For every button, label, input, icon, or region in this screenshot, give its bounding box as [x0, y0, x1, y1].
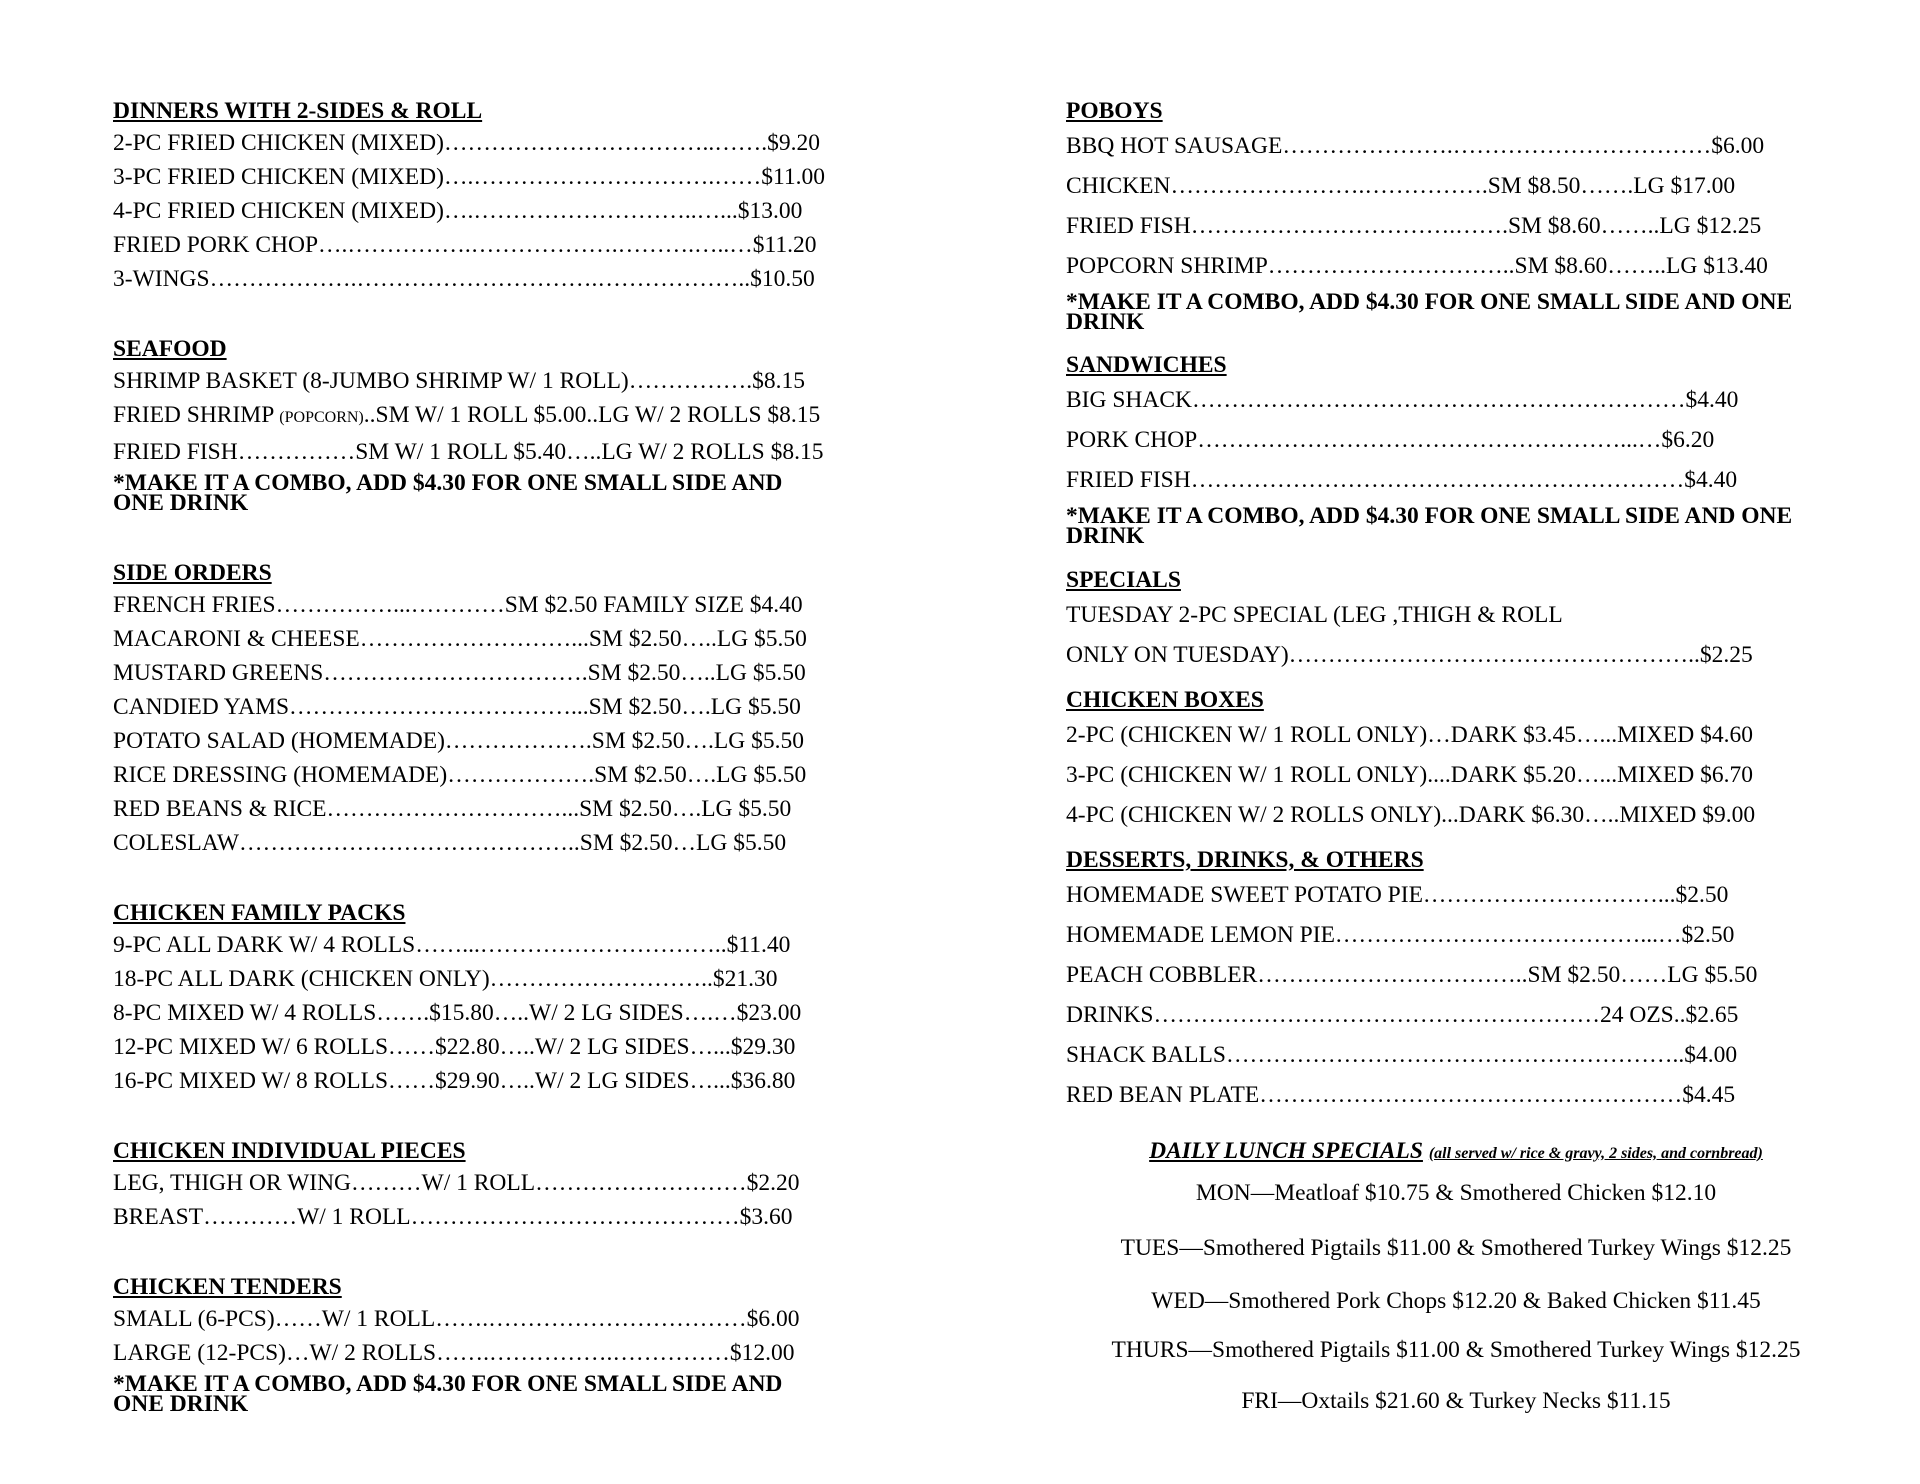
menu-line: HOMEMADE SWEET POTATO PIE…………………………...$2.50: [1066, 882, 1729, 908]
menu-line: SHRIMP BASKET (8-JUMBO SHRIMP W/ 1 ROLL)…………….$8.15: [113, 368, 806, 394]
poboys-section: [1066, 96, 1846, 335]
daily-lunch-specials: [1066, 1136, 1846, 1416]
section-header: SANDWICHES: [1066, 352, 1227, 378]
menu-line: PORK CHOP………………………………………………...…$6.20: [1066, 427, 1715, 453]
lunch-title: [1066, 1136, 1846, 1169]
menu-line: PEACH COBBLER……………………………..SM $2.50……LG $5.50: [1066, 962, 1758, 988]
sandwiches-section: [1066, 350, 1846, 549]
menu-line: 2-PC (CHICKEN W/ 1 ROLL ONLY)…DARK $3.45…...MIXED $4.60: [1066, 722, 1753, 748]
menu-line: FRIED PORK CHOP….…………….……………….……….…..…$11.20: [113, 232, 817, 258]
section-header: CHICKEN TENDERS: [113, 1274, 342, 1300]
menu-line: 8-PC MIXED W/ 4 ROLLS…….$15.80…..W/ 2 LG SIDES….…$23.00: [113, 1000, 802, 1026]
individual-pieces-section: [113, 1136, 799, 1234]
lunch-day-wed: WED—Smothered Pork Chops $12.20 & Baked Chicken $11.45: [1151, 1288, 1761, 1314]
menu-line: CHICKEN…………………….…………….SM $8.50…….LG $17.00: [1066, 173, 1736, 199]
section-header: SPECIALS: [1066, 567, 1181, 593]
menu-line: 9-PC ALL DARK W/ 4 ROLLS……...…………………………..$11.40: [113, 932, 791, 958]
combo-note: *MAKE IT A COMBO, ADD $4.30 FOR ONE SMALL SIDE AND ONE DRINK: [1066, 503, 1793, 549]
menu-line: FRIED FISH…………………………….…….SM $8.60……..LG $12.25: [1066, 213, 1762, 239]
menu-line: FRIED FISH……………SM W/ 1 ROLL $5.40…..LG W/ 2 ROLLS $8.15: [113, 439, 824, 465]
side-orders-section: [113, 558, 807, 860]
menu-line: 4-PC FRIED CHICKEN (MIXED)….………………………..…...$13.00: [113, 198, 803, 224]
menu-line: FRENCH FRIES……………...…………SM $2.50 FAMILY SIZE $4.40: [113, 592, 803, 618]
menu-line: 12-PC MIXED W/ 6 ROLLS……$22.80…..W/ 2 LG SIDES…...$29.30: [113, 1034, 796, 1060]
menu-line: HOMEMADE LEMON PIE…………………………………...…$2.50: [1066, 922, 1735, 948]
tenders-section: [113, 1272, 833, 1417]
menu-line: CANDIED YAMS………………………………...SM $2.50….LG $5.50: [113, 694, 801, 720]
section-header: SEAFOOD: [113, 336, 227, 362]
menu-line: COLESLAW……………………………………..SM $2.50…LG $5.50: [113, 830, 787, 856]
menu-line: 3-WINGS……………….………………………….………………..$10.50: [113, 266, 815, 292]
seafood-section: [113, 334, 833, 516]
lunch-heading: DAILY LUNCH SPECIALS: [1149, 1138, 1423, 1164]
dinners-section: [113, 96, 825, 296]
lunch-day-thu: THURS—Smothered Pigtails $11.00 & Smothered Turkey Wings $12.25: [1111, 1337, 1801, 1363]
lunch-day-tue: TUES—Smothered Pigtails $11.00 & Smothered Turkey Wings $12.25: [1120, 1235, 1792, 1261]
menu-line: 2-PC FRIED CHICKEN (MIXED)……………………………..…….$9.20: [113, 130, 820, 156]
section-header: SIDE ORDERS: [113, 560, 272, 586]
menu-line: SHACK BALLS…………………………………………………..$4.00: [1066, 1042, 1738, 1068]
menu-line: LARGE (12-PCS)…W/ 2 ROLLS…….…………….……………$12.00: [113, 1340, 795, 1366]
menu-line: BBQ HOT SAUSAGE………………….……………………………$6.00: [1066, 133, 1765, 159]
section-header: DESSERTS, DRINKS, & OTHERS: [1066, 847, 1424, 873]
chicken-boxes-section: [1066, 685, 1755, 835]
lunch-subtitle: (all served w/ rice & gravy, 2 sides, and cornbread): [1428, 1145, 1763, 1162]
menu-line: 3-PC (CHICKEN W/ 1 ROLL ONLY)....DARK $5.20…...MIXED $6.70: [1066, 762, 1753, 788]
menu-line: FRIED FISH………………………………………………………$4.40: [1066, 467, 1738, 493]
menu-line: LEG, THIGH OR WING………W/ 1 ROLL………………………$2.20: [113, 1170, 800, 1196]
lunch-day-mon: MON—Meatloaf $10.75 & Smothered Chicken $12.10: [1195, 1180, 1717, 1206]
lunch-day-fri: FRI—Oxtails $21.60 & Turkey Necks $11.15: [1241, 1388, 1671, 1414]
menu-line: TUESDAY 2-PC SPECIAL (LEG ,THIGH & ROLL: [1066, 602, 1563, 628]
menu-line: 16-PC MIXED W/ 8 ROLLS……$29.90…..W/ 2 LG SIDES…...$36.80: [113, 1068, 796, 1094]
desserts-section: [1066, 845, 1757, 1115]
combo-note: *MAKE IT A COMBO, ADD $4.30 FOR ONE SMALL SIDE AND ONE DRINK: [113, 1371, 783, 1417]
menu-line: SMALL (6-PCS)……W/ 1 ROLL…….……………………………$6.00: [113, 1306, 800, 1332]
section-header: DINNERS WITH 2-SIDES & ROLL: [113, 98, 483, 124]
menu-line: RED BEAN PLATE………………………………………………$4.45: [1066, 1082, 1736, 1108]
menu-line: RED BEANS & RICE…………………………...SM $2.50….LG $5.50: [113, 796, 792, 822]
combo-note: *MAKE IT A COMBO, ADD $4.30 FOR ONE SMALL SIDE AND ONE DRINK: [113, 470, 783, 516]
menu-line: RICE DRESSING (HOMEMADE)……………….SM $2.50….LG $5.50: [113, 762, 807, 788]
section-header: CHICKEN BOXES: [1066, 687, 1264, 713]
menu-line: BREAST…………W/ 1 ROLL……………………………………$3.60: [113, 1204, 793, 1230]
menu-line: FRIED SHRIMP (POPCORN)..SM W/ 1 ROLL $5.00..LG W/ 2 ROLLS $8.15: [113, 402, 821, 428]
combo-note: *MAKE IT A COMBO, ADD $4.30 FOR ONE SMALL SIDE AND ONE DRINK: [1066, 289, 1793, 335]
menu-line: 18-PC ALL DARK (CHICKEN ONLY)………………………..$21.30: [113, 966, 778, 992]
menu-line: MACARONI & CHEESE………………………...SM $2.50…..LG $5.50: [113, 626, 807, 652]
menu-line: MUSTARD GREENS…………………………….SM $2.50…..LG $5.50: [113, 660, 806, 686]
menu-line: 3-PC FRIED CHICKEN (MIXED)….………………………….……$11.00: [113, 164, 825, 190]
section-header: POBOYS: [1066, 98, 1163, 124]
family-packs-section: [113, 898, 801, 1098]
menu-line: ONLY ON TUESDAY)……………………………………………..$2.25: [1066, 642, 1753, 668]
section-header: CHICKEN INDIVIDUAL PIECES: [113, 1138, 466, 1164]
specials-section: [1066, 565, 1753, 675]
section-header: CHICKEN FAMILY PACKS: [113, 900, 406, 926]
menu-line: POTATO SALAD (HOMEMADE)……………….SM $2.50….LG $5.50: [113, 728, 804, 754]
menu-line: DRINKS…………………………………………………24 OZS..$2.65: [1066, 1002, 1739, 1028]
menu-line: POPCORN SHRIMP…………………………..SM $8.60……..LG $13.40: [1066, 253, 1768, 279]
menu-line: BIG SHACK………………………………………………………$4.40: [1066, 387, 1739, 413]
menu-line: 4-PC (CHICKEN W/ 2 ROLLS ONLY)...DARK $6.30…..MIXED $9.00: [1066, 802, 1756, 828]
